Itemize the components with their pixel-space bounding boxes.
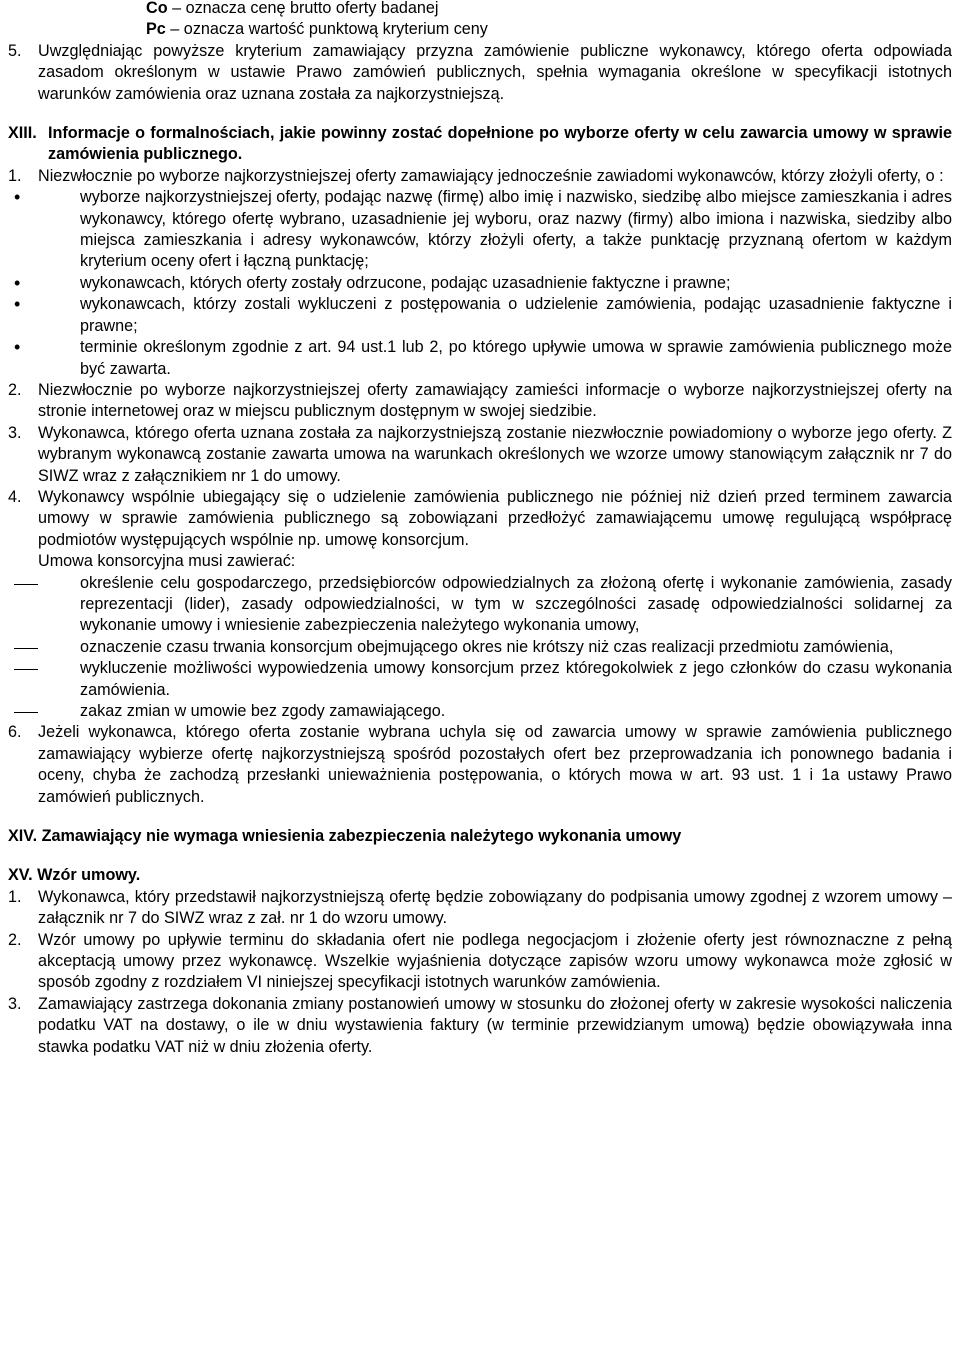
list-item: oznaczenie czasu trwania konsorcjum obejmującego okres nie krótszy niż czas realizacji przedmiotu zamówienia, <box>80 637 952 658</box>
list-item: • terminie określonym zgodnie z art. 94 ust.1 lub 2, po którego upływie umowa w sprawie zamówienia publicznego może być zawarta. <box>80 337 952 380</box>
symbol-co: Co <box>146 0 168 17</box>
section-xv-item-3: 3. Zamawiający zastrzega dokonania zmiany postanowień umowy w stosunku do złożonej oferty w zakresie wysokości naliczenia podatku VAT na dostawy, o ile w dniu wystawienia faktury (w terminie przewidzianym umową) będzie obowiązywała inna stawka podatku VAT niż w dniu złożenia oferty. <box>8 994 952 1056</box>
section-xiii-item-4: 4. Wykonawcy wspólnie ubiegający się o udzielenie zamówienia publicznego nie później niż dzień przed terminem zawarcia umowy w sprawie zamówienia publicznego są zobowiązani przedłożyć zamawiającemu umowę regulującą współpracę podmiotów występujących wspólnie np. umowę konsorcjum. <box>8 487 952 549</box>
paragraph-5: 5. Uwzględniając powyższe kryterium zamawiający przyzna zamówienie publiczne wykonawcy, którego oferta odpowiada zasadom określonym w ustawie Prawo zamówień publicznych, spełnia wymagania określone w specyfikacji istotnych warunków zamówienia oraz uznana została za najkorzystniejszą. <box>8 41 952 103</box>
list-item: • wykonawcach, którzy zostali wykluczeni z postępowania o udzielenie zamówienia, podając uzasadnienie faktyczne i prawne; <box>80 294 952 337</box>
list-item: • wykonawcach, których oferty zostały odrzucone, podając uzasadnienie faktyczne i prawne; <box>80 273 952 294</box>
section-xv-heading: XV. Wzór umowy. <box>8 866 141 885</box>
section-xiii-heading: XIII. Informacje o formalnościach, jakie powinny zostać dopełnione po wyborze oferty w celu zawarcia umowy w sprawie zamówienia publicznego. <box>8 124 952 164</box>
list-item: określenie celu gospodarczego, przedsiębiorców odpowiedzialnych za złożoną ofertę i wykonanie zamówienia, zasady reprezentacji (lider), zasady odpowiedzialności, w tym w szczególności zasadę odpowiedzialności solidarnej za wykonanie umowy i wniesienie zabezpieczenia należytego wykonania umowy, <box>80 573 952 637</box>
definition-co: Co – oznacza cenę brutto oferty badanej <box>146 0 439 17</box>
section-xv-item-1: 1. Wykonawca, który przedstawił najkorzystniejszą ofertę będzie zobowiązany do podpisania umowy zgodnej z wzorem umowy – załącznik nr 7 do SIWZ wraz z zał. nr 1 do wzoru umowy. <box>8 887 952 928</box>
section-xiii-item-2: 2. Niezwłocznie po wyborze najkorzystniejszej oferty zamawiający zamieści informacje o wyborze najkorzystniejszej oferty na stronie internetowej oraz w miejscu publicznym dostępnym w swojej siedzibie. <box>8 380 952 421</box>
definition-pc: Pc – oznacza wartość punktową kryterium ceny <box>146 20 488 39</box>
list-item: wykluczenie możliwości wypowiedzenia umowy konsorcjum przez któregokolwiek z jego członków do czasu wykonania zamówienia. <box>80 658 952 701</box>
list-item: • wyborze najkorzystniejszej oferty, podając nazwę (firmę) albo imię i nazwisko, siedzibę albo miejsce zamieszkania i adres wykonawcy, którego ofertę wybrano, uzasadnienie jej wyboru, oraz nazwy (firmy) albo imiona i nazwiska, siedziby albo miejsca zamieszkania i adresy wykonawców, którzy złożyli oferty, a także punktację przyznaną ofertom w każdym kryterium oceny ofert i łączną punktację; <box>80 187 952 273</box>
notification-bullet-list <box>8 187 952 380</box>
section-xiii-item-3: 3. Wykonawca, którego oferta uznana została za najkorzystniejszą zostanie niezwłocznie powiadomiony o wyborze jego oferty. Z wybranym wykonawcą zostanie zawarta umowa na warunkach określonych we wzorze umowy stanowiącym załącznik nr 7 do SIWZ wraz z załącznikiem nr 1 do umowy. <box>8 423 952 485</box>
definitions <box>8 0 952 41</box>
list-item: zakaz zmian w umowie bez zgody zamawiającego. <box>80 701 952 722</box>
section-xiii-item-1: 1. Niezwłocznie po wyborze najkorzystniejszej oferty zamawiający jednocześnie zawiadomi wykonawców, którzy złożyli oferty, o : <box>8 166 944 185</box>
consortium-dash-list <box>8 573 952 723</box>
section-xv-item-2: 2. Wzór umowy po upływie terminu do składania ofert nie podlega negocjacjom i złożenie oferty jest równoznaczne z pełną akceptacją umowy przez wykonawcę. Wszelkie wyjaśnienia dotyczące zapisów wzoru umowy wykonawca może zgłosić w sposób zgodny z rozdziałem VI niniejszej specyfikacji istotnych warunków zamówienia. <box>8 930 952 992</box>
symbol-pc: Pc <box>146 20 166 39</box>
section-xiii-item-6: 6. Jeżeli wykonawca, którego oferta zostanie wybrana uchyla się od zawarcia umowy w sprawie zamówienia publicznego zamawiający wybierze ofertę najkorzystniejszą spośród pozostałych ofert bez przeprowadzania ich ponownego badania i oceny, chyba że zachodzą przesłanki unieważnienia postępowania, o których mowa w art. 93 ust. 1 i 1a ustawy Prawo zamówień publicznych. <box>8 723 952 806</box>
consortium-intro: Umowa konsorcyjna musi zawierać: <box>38 552 296 571</box>
section-xiv-heading: XIV. Zamawiający nie wymaga wniesienia zabezpieczenia należytego wykonania umowy <box>8 827 682 846</box>
